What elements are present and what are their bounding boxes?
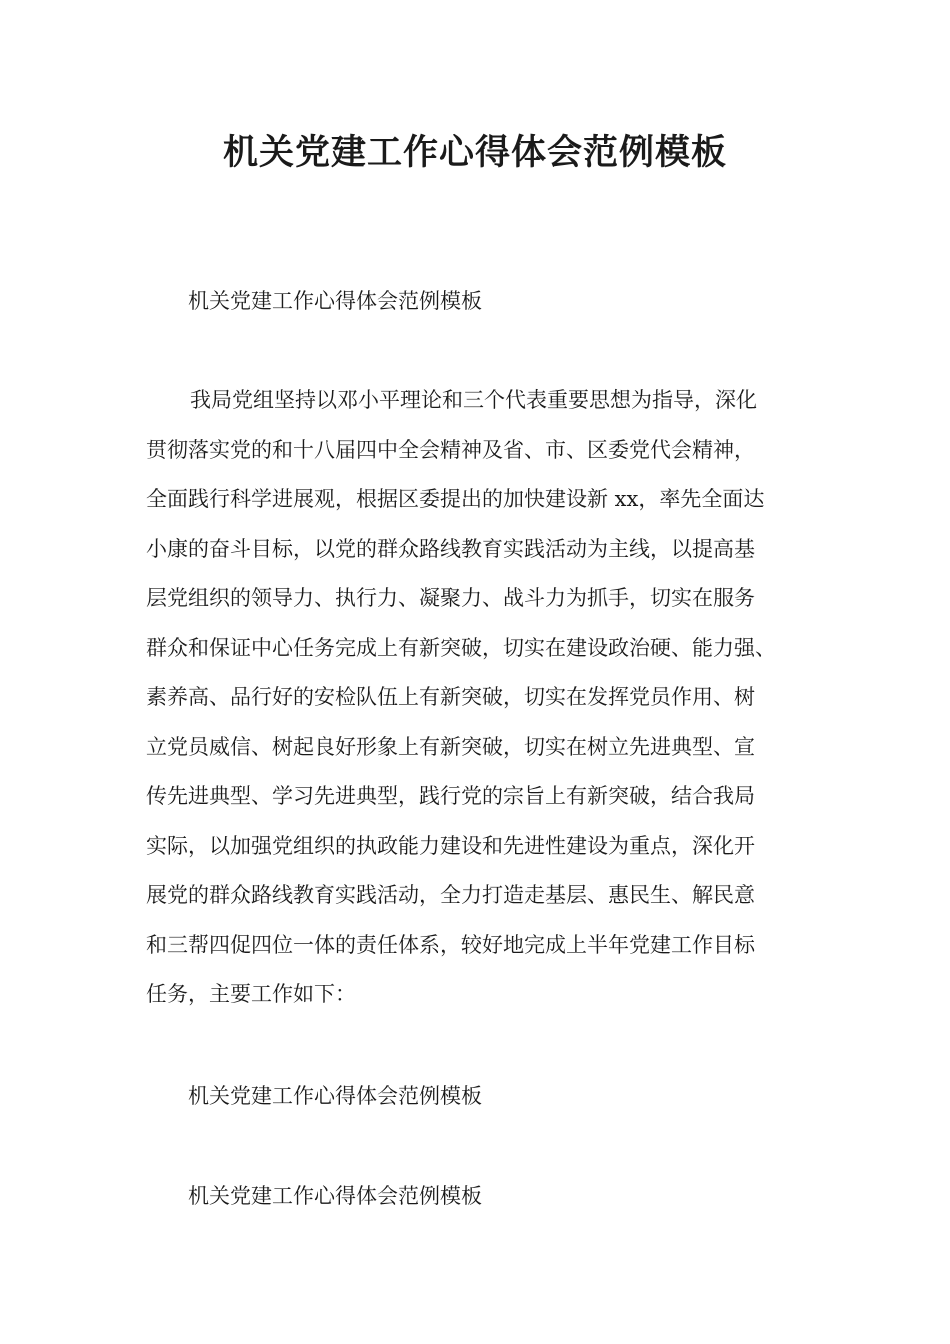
body-paragraph <box>146 385 846 1029</box>
paragraph-line: 小康的奋斗目标，以党的群众路线教育实践活动为主线，以提高基 <box>146 536 755 561</box>
section-heading: 机关党建工作心得体会范例模板 <box>188 1184 482 1208</box>
paragraph-line: 贯彻落实党的和十八届四中全会精神及省、市、区委党代会精神， <box>146 437 755 462</box>
section-heading: 机关党建工作心得体会范例模板 <box>188 289 482 313</box>
paragraph-line: 素养高、品行好的安检队伍上有新突破，切实在发挥党员作用、树 <box>146 685 755 709</box>
paragraph-line: 实际，以加强党组织的执政能力建设和先进性建设为重点，深化开 <box>146 833 755 858</box>
page-title: 机关党建工作心得体会范例模板 <box>222 133 727 173</box>
paragraph-line: 层党组织的领导力、执行力、凝聚力、战斗力为抓手，切实在服务 <box>146 586 755 610</box>
paragraph-line: 全面践行科学进展观，根据区委提出的加快建设新 xx，率先全面达 <box>146 487 765 511</box>
paragraph-line: 传先进典型、学习先进典型，践行党的宗旨上有新突破，结合我局 <box>146 784 755 808</box>
paragraph-line: 群众和保证中心任务完成上有新突破，切实在建设政治硬、能力强、 <box>146 635 776 660</box>
paragraph-line: 我局党组坚持以邓小平理论和三个代表重要思想为指导，深化 <box>190 388 757 412</box>
paragraph-line: 和三帮四促四位一体的责任体系，较好地完成上半年党建工作目标 <box>146 932 755 957</box>
paragraph-line: 展党的群众路线教育实践活动，全力打造走基层、惠民生、解民意 <box>146 883 755 907</box>
paragraph-line: 任务，主要工作如下： <box>146 982 356 1006</box>
section-heading: 机关党建工作心得体会范例模板 <box>188 1084 482 1108</box>
paragraph-line: 立党员威信、树起良好形象上有新突破，切实在树立先进典型、宣 <box>146 734 755 759</box>
